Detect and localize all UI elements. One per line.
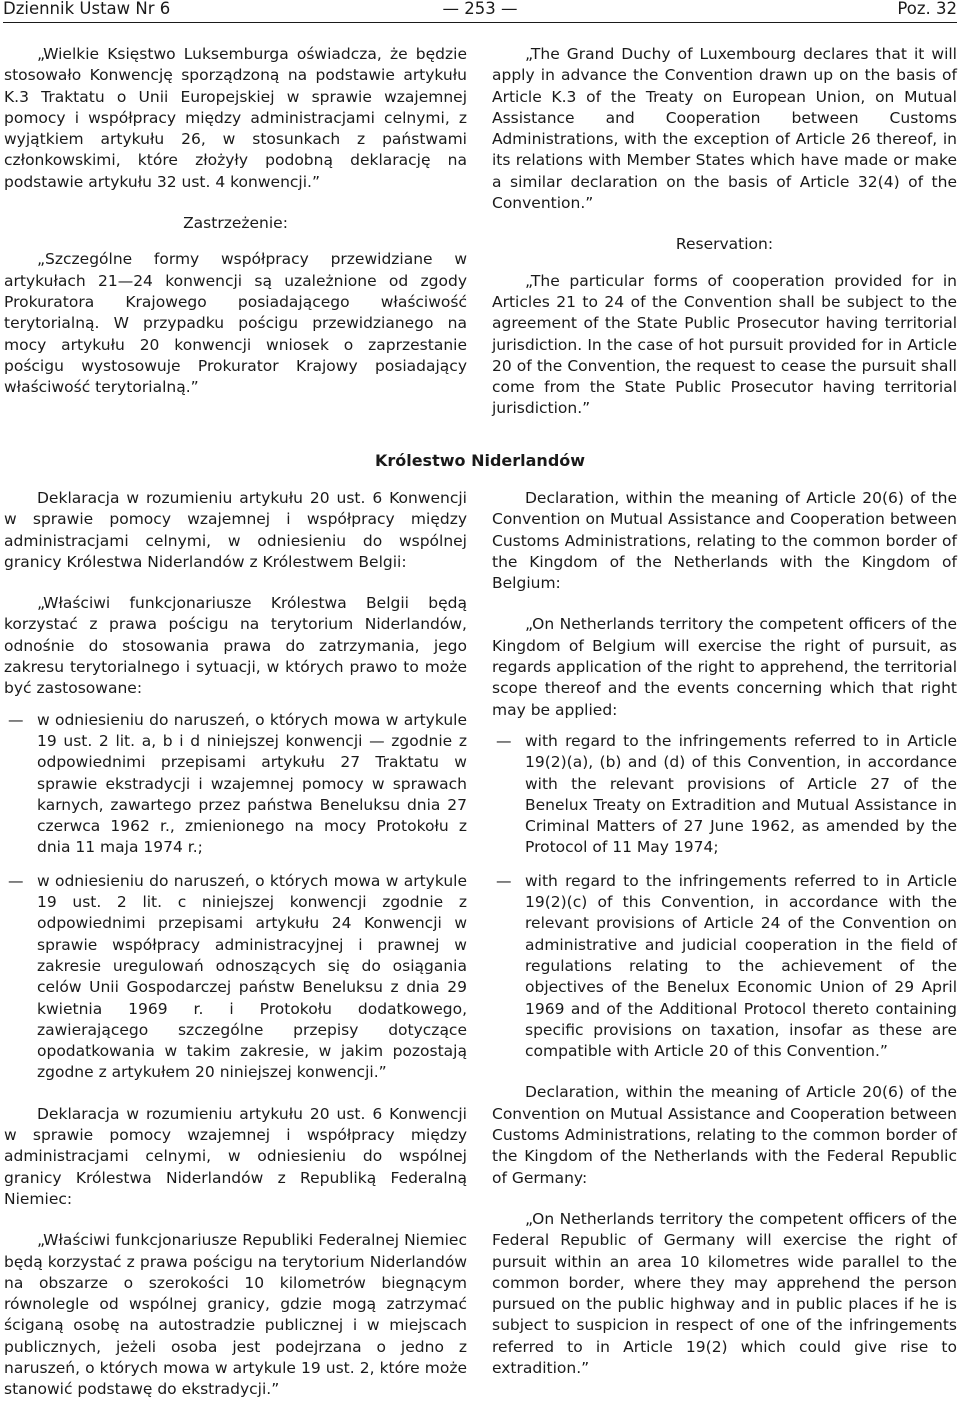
bottom-left-column — [4, 488, 467, 1401]
page-number: — 253 — — [442, 0, 518, 18]
luxembourg-declaration-en: „The Grand Duchy of Luxembourg declares that it will apply in advance the Convention drawn up on the basis of Article K.3 of the Treaty on European Union, on Mutual Assistance and Cooperation between Customs Administrations, with the exception of Article 26 thereof, in its relations with Member States which have made or make a similar declaration on the basis of Article 32(4) of the Convention.” — [492, 45, 957, 213]
belgium-intro-en: Declaration, within the meaning of Article 20(6) of the Convention on Mutual Assistance and Cooperation between Customs Administrations, relating to the common border of the Kingdom of the Netherlands with the Kingdom of Belgium: — [492, 489, 957, 593]
germany-intro-pl: Deklaracja w rozumieniu artykułu 20 ust. 6 Konwencji w sprawie pomocy wzajemnej i współpracy między administracjami celnymi, w odniesieniu do wspólnej granicy Królestwa Niderlandów z Republiką Federalną Niemiec: — [4, 1104, 467, 1208]
list-item — [492, 731, 957, 859]
reservation-text-pl: „Szczególne formy współpracy przewidziane w artykułach 21—24 konwencji są uzależnione od zgody Prokuratora Krajowego posiadającego właściwość terytorialną. W przypadku pościgu przewidzianego na mocy artykułu 20 konwencji wniosek o zaprzestanie pościgu wystosowuje Prokurator Krajowy posiadający właściwość terytorialną.” — [4, 250, 467, 397]
list-item-text: w odniesieniu do naruszeń, o których mowa w artykule 19 ust. 2 lit. a, b i d niniejszej konwencji — zgodnie z odpowiednimi przepisami artykułu 27 Traktatu w sprawie ekstradycji i wzajemnej pomocy w sprawach karnych, zawartego przez państwa Beneluksu dnia 27 czerwca 1962 r., zmienionego na mocy Protokołu z dnia 11 maja 1974 r.; — [37, 710, 467, 857]
list-item-text: w odniesieniu do naruszeń, o których mowa w artykule 19 ust. 2 lit. c niniejszej konwencji zgodnie z odpowiednimi przepisami artykułu 24 Konwencji w sprawie współpracy administracyjnej i prawnej w zakresie uregulowań odnoszących się do osiągania celów Unii Gospodarczej państw Beneluksu z dnia 29 kwietnia 1969 r. i Protokołu dodatkowego, zawierającego szczególne przepisy dotyczące opodatkowania w takim zakresie, w jakim pozostają zgodne z artykułem 20 niniejszej konwencji.” — [37, 871, 467, 1082]
germany-quote-pl: „Właściwi funkcjonariusze Republiki Federalnej Niemiec będą korzystać z prawa pościgu na terytorium Niderlandów na obszarze o szerokości 10 kilometrów biegnącym równolegle od wspólnej granicy, gdzie mogą zatrzymać ściganą osobę na autostradzie publicznej i w miejscach publicznych, jeżeli osoba jest podejrzana o jedno z naruszeń, o których mowa w artykule 19 ust. 2, które może stanowić podstawę do ekstradycji.” — [4, 1231, 467, 1399]
dash-marker: — — [8, 871, 24, 890]
belgium-quote-pl: „Właściwi funkcjonariusze Królestwa Belgii będą korzystać z prawa pościgu na terytorium Niderlandów, odnośnie do stosowania prawa do zatrzymania, jego zakresu terytorialnego i sytuacji, w których prawo to może być zastosowane: — [4, 594, 467, 698]
top-left-column — [4, 44, 467, 398]
bottom-right-column — [492, 488, 957, 1379]
header-rule — [3, 22, 957, 23]
reservation-text-en: „The particular forms of cooperation provided for in Articles 21 to 24 of the Convention shall be subject to the agreement of the State Public Prosecutor having territorial jurisdiction. In the case of hot pursuit provided for in Article 20 of the Convention, the request to cease the pursuit shall come from the State Public Prosecutor having territorial jurisdiction.” — [492, 271, 957, 418]
reservation-heading-en: Reservation: — [675, 235, 774, 254]
belgium-quote-en: „On Netherlands territory the competent officers of the Kingdom of Belgium will exercise the right of pursuit, as regards application of the right to apprehend, the territorial scope thereof and the events concerning which that right may be applied: — [492, 615, 957, 719]
luxembourg-declaration-pl: „Wielkie Księstwo Luksemburga oświadcza, że będzie stosowało Konwencję sporządzoną na podstawie artykułu K.3 Traktatu o Unii Europejskiej w sprawie wzajemnej pomocy i współpracy między administracjami celnymi, z wyjątkiem artykułu 26, w stosunkach z państwami członkowskimi, które złożyły podobną deklarację na podstawie artykułu 32 ust. 4 konwencji.” — [4, 45, 467, 191]
page-header — [3, 0, 957, 18]
list-item-text: with regard to the infringements referred to in Article 19(2)(a), (b) and (d) of this Convention, in accordance with the relevant provisions of Article 27 of the Benelux Treaty on Extradition and Mutual Assistance in Criminal Matters of 27 June 1962, as amended by the Protocol of 11 May 1974; — [525, 731, 957, 857]
dash-marker: — — [496, 871, 512, 890]
list-item-text: with regard to the infringements referred to in Article 19(2)(c) of this Convention, in accordance with the relevant provisions of Article 24 of the Convention on administrative and judicial cooperation in the field of regulations relating to the achievement of the objectives of the Benelux Economic Union of 29 April 1969 and of the Additional Protocol thereto containing specific provisions on taxation, insofar as these are compatible with Article 20 of this Convention.” — [525, 871, 957, 1061]
germany-quote-en: „On Netherlands territory the competent officers of the Federal Republic of Germany will exercise the right of pursuit within an area 10 kilometres wide parallel to the common border, where they may apprehend the person pursued on the public highway and in public places if he is subject to suspicion in respect of one of the infringements referred to in Article 19(2) which could give rise to extradition.” — [492, 1209, 957, 1377]
journal-title: Dziennik Ustaw Nr 6 — [3, 0, 171, 18]
reservation-heading-pl: Zastrzeżenie: — [183, 214, 288, 233]
dash-marker: — — [8, 710, 24, 729]
list-item — [4, 871, 467, 1084]
section-title: Królestwo Niderlandów — [374, 451, 586, 470]
position-number: Poz. 32 — [897, 0, 957, 18]
dash-marker: — — [496, 731, 512, 750]
list-item — [4, 710, 467, 859]
germany-intro-en: Declaration, within the meaning of Article 20(6) of the Convention on Mutual Assistance and Cooperation between Customs Administrations, relating to the common border of the Kingdom of the Netherlands with the Federal Republic of Germany: — [492, 1083, 957, 1187]
belgium-intro-pl: Deklaracja w rozumieniu artykułu 20 ust. 6 Konwencji w sprawie pomocy wzajemnej i współpracy między administracjami celnymi, w odniesieniu do wspólnej granicy Królestwa Niderlandów z Królestwem Belgii: — [4, 489, 467, 571]
list-item — [492, 871, 957, 1063]
top-right-column — [492, 44, 957, 420]
